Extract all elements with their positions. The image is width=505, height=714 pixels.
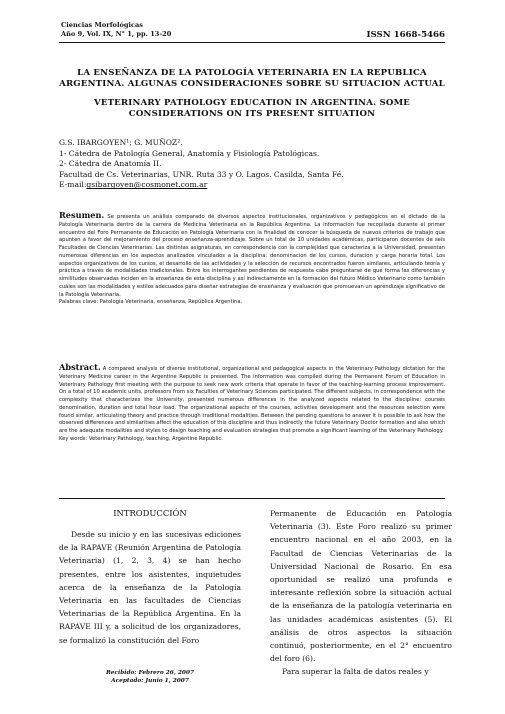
abstract-es-label: Resumen. [59, 210, 105, 220]
email-label: E-mail: [59, 180, 87, 190]
affiliation-1: 1- Cátedra de Patología General, Anatomía y Fisiología Patológicas. [59, 148, 320, 158]
keywords-en: Key words: Veterinary Pathology, teaching, Argentine Republic. [59, 435, 223, 442]
issn: ISSN 1668-5466 [366, 30, 445, 40]
author-names: G.S. IBARGOYEN¹; G. MUÑOZ². [59, 138, 183, 147]
volume-info: Año 9, Vol. IX, N° 1, pp. 13-20 [61, 30, 172, 38]
right-column [270, 507, 452, 679]
abstract-en-label: Abstract. [59, 362, 101, 372]
faculty-address: Facultad de Cs. Veterinarias, UNR. Ruta 33 y O. Lagos. Casilda, Santa Fé. [59, 169, 344, 179]
abstract-es-text: Se presenta un análisis comparado de diversos aspectos institucionales, organizativos y pedagógicos en el dictado de la Patología Veterinaria dentro de la carrera de Medicina Veterinaria en la República Argentina. La información fue recopilada durante el primer encuentro del Foro Permanente de Educación en Patología Veterinaria con la finalidad de conocer la búsqueda de nuevos criterios de trabajo que apunten a favor del mejoramiento del proceso enseñanza-aprendizaje. Sobre un total de 10 unidades académicas, participaron docentes de seis Facultades de Ciencias Veterinarias. Las distintas asignaturas, en correspondencia con la complejidad que caracteriza a la Universidad, presentan numerosas diferencias en los aspectos analizados vinculados a la disciplina: denominación de los cursos, duración y carga horaria total. Los aspectos organizativos de los cursos, el desarrollo de las actividades y la selección de recursos encontrados fueron similares, articulando teoría y práctica a través de modalidades tradicionales. Entre los interrogantes pendientes de respuesta cabe preguntarse de qué forma las diferencias y similitudes observadas inciden en la enseñanza de esta disciplina y así indirectamente en la formación del futuro Médico Veterinario como también cuáles son las modalidades y estilos adecuados para diseñar estrategias de enseñanza y evaluación que promuevan un aprendizaje significativo de la Patología Veterinaria. [59, 214, 445, 298]
email-link[interactable]: gsibargoyen@cosmonet.com.ar [86, 180, 208, 190]
title-spanish: LA ENSEÑANZA DE LA PATOLOGÍA VETERINARIA EN LA REPUBLICA ARGENTINA. ALGUNAS CONSIDERACIONES SOBRE SU SITUACION ACTUAL [59, 68, 445, 89]
affiliation-2: 2- Cátedra de Anatomía II. [59, 159, 162, 169]
left-column [59, 506, 241, 647]
abstract-spanish [59, 212, 445, 307]
abstract-en-text: A compared analysis of diverse institutional, organizational and pedagogical aspects in the Veterinary Pathology dictation for the Veterinary Medicine career in the Argentine Republic is presented. The information was compiled during the Permanent Forum of Education in Veterinary Pathology first meeting with the purpose to seek new work criteria that operate in favor of the teaching-learning process improvement. On a total of 10 academic units, professors from six Faculties of Veterinary Sciences participated. The different subjects, in correspondence with the complexity that characterizes the University, presented numerous differences in the analyzed aspects related to the discipline: courses denomination, duration and total hour load. The organizational aspects of the courses, activities development and the resources selection were found similar, articulating theory and practice through traditional modalities. Between the pending questions to answer it is possible to ask how the observed differences and similarities affect the education of this discipline and thus indirectly the future Veterinary Doctor formation and also which are the adequate modalities and styles to design teaching and evaluation strategies that promote a significant learning of the Veterinary Pathology. [59, 366, 445, 434]
header-rule [59, 42, 445, 43]
received-accepted-dates [59, 669, 241, 685]
authors-block [59, 138, 445, 191]
received-date: Recibido: Febrero 26, 2007 [105, 670, 195, 676]
abstract-rule [59, 498, 445, 499]
intro-heading: INTRODUCCIÓN [113, 508, 187, 518]
accepted-date: Aceptado: Junio 1, 2007 [111, 678, 189, 684]
abstract-english [59, 364, 445, 444]
keywords-es: Palabras clave: Patología Veterinaria, enseñanza, República Argentina. [59, 299, 243, 306]
email-line [59, 180, 445, 191]
title-english: VETERINARY PATHOLOGY EDUCATION IN ARGENTINA. SOME CONSIDERATIONS ON ITS PRESENT SITUATION [93, 98, 411, 119]
journal-name: Ciencias Morfológicas [61, 21, 143, 29]
intro-paragraph-right-2: Para superar la falta de datos reales y [282, 667, 429, 677]
intro-paragraph-left: Desde su inicio y en las sucesivas ediciones de la RAPAVE (Reunión Argentina de Patología Veterinaria) (1, 2, 3, 4) se han hecho presentes, entre los asistentes, inquietudes acerca de la enseñanza de la Patología Veterinaria en las facultades de Ciencias Veterinarias de la República Argentina. En la RAPAVE III y, a solicitud de los organizadores, se formalizó la constitución del Foro [59, 530, 241, 645]
intro-paragraph-right-1: Permanente de Educación en Patología Veterinaria (3). Este Foro realizó su primer encuentro nacional en el año 2003, en la Facultad de Ciencias Veterinarias de la Universidad Nacional de Rosario. En esa oportunidad se realizó una profunda e interesante reflexión sobre la situación actual de la enseñanza de la patología veterinaria en las unidades académicas asistentes (5). El análisis de otros aspectos la situación continuó, posteriormente, en el 2° encuentro del foro (6). [270, 509, 452, 664]
